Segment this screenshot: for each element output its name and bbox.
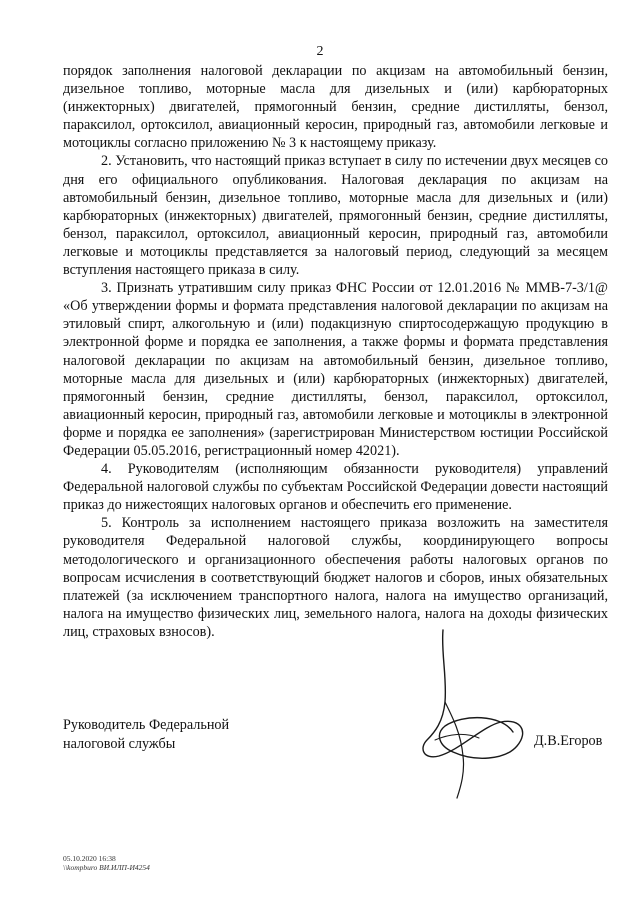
signatory-title (63, 716, 229, 753)
signatory-title-line1: Руководитель Федеральной (63, 717, 230, 733)
signatory-title-line2: налоговой службы (63, 735, 176, 752)
paragraph-4-instructions: 4. Руководителям (исполняющим обязанности руководителя) управлений Федеральной налоговой службы по субъектам Российской Федерации довести настоящий приказ до нижестоящих налоговых органов и обеспечить его применение. (63, 461, 608, 514)
paragraph-5-control: 5. Контроль за исполнением настоящего приказа возложить на заместителя руководителя Федеральной налоговой службы, координирующего вопросы методологического и организационного обеспечения работы налоговых органов по вопросам исчисления в соответствующий бюджет налогов и сборов, иных обязательных платежей (за исключением транспортного налога, налога на имущество организаций, налога на имущество физических лиц, земельного налога, налога на доходы физических лиц, страховых взносов). (63, 515, 608, 640)
paragraph-3-repeal: 3. Признать утратившим силу приказ ФНС России от 12.01.2016 № ММВ-7-3/1@ «Об утверждении формы и формата представления налоговой декларации по акцизам на этиловый спирт, алкогольную и (или) подакцизную спиртосодержащую продукцию в электронной форме и порядка ее заполнения, а также формы и формата представления налоговой декларации по акцизам на автомобильный бензин, дизельное топливо, моторные масла для дизельных и (или) карбюраторных (инжекторных) двигателей, прямогонный бензин, средние дистилляты, бензол, параксилол, ортоксилол, авиационный керосин, природный газ, автомобили легковые и мотоциклы в электронной форме и порядка ее заполнения» (зарегистрирован Министерством юстиции Российской Федерации 05.05.2016, регистрационный номер 42021). (63, 280, 608, 459)
document-footer (63, 854, 150, 872)
signatory-name: Д.В.Егоров (534, 733, 603, 749)
handwritten-signature (405, 622, 535, 802)
paragraph-2-effective-date: 2. Установить, что настоящий приказ вступает в силу по истечении двух месяцев со дня его официального опубликования. Налоговая декларация по акцизам на автомобильный бензин, дизельное топливо, моторные масла для дизельных и (или) карбюраторных (инжекторных) двигателей, прямогонный бензин, средние дистилляты, бензол, параксилол, ортоксилол, авиационный керосин, природный газ, автомобили легковые и мотоциклы представляется за налоговый период, следующий за месяцем вступления настоящего приказа в силу. (63, 153, 608, 279)
paragraph-continuation: порядок заполнения налоговой декларации по акцизам на автомобильный бензин, дизельное топливо, моторные масла для дизельных и (или) карбюраторных (инжекторных) двигателей, прямогонный бензин, средние дистилляты, бензол, параксилол, ортоксилол, авиационный керосин, природный газ, автомобили легковые и мотоциклы согласно приложению № 3 к настоящему приказу. (63, 63, 608, 152)
order-body (63, 62, 608, 641)
footer-file-path: \\kompburo ВИ.ИЛП-И4254 (63, 863, 150, 872)
footer-timestamp: 05.10.2020 16:38 (63, 854, 116, 863)
page-number: 2 (316, 44, 324, 59)
